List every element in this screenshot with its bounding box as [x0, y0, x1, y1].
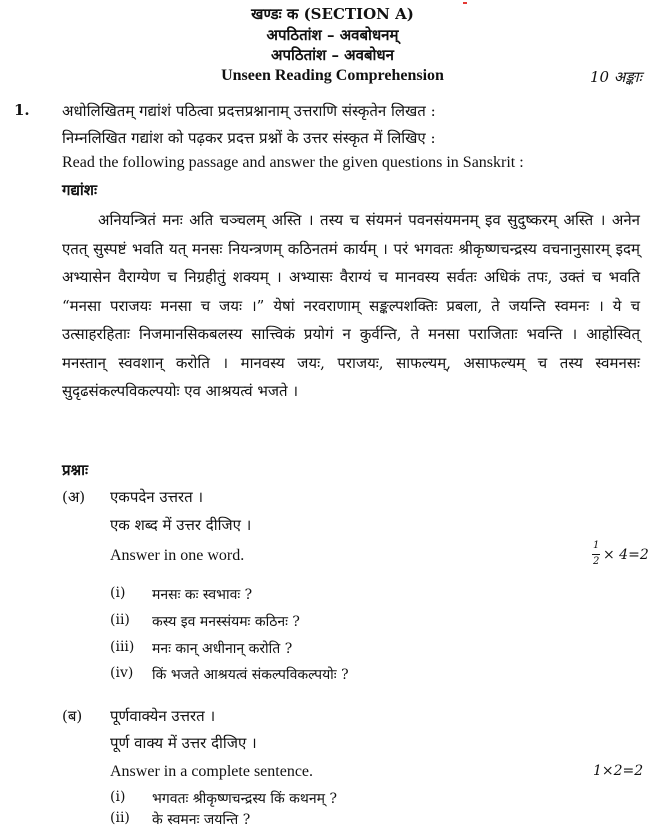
marks-denominator: 2	[593, 556, 600, 567]
part-a-item-text: मनः कान् अधीनान् करोति ?	[152, 641, 293, 657]
part-a-item-num: (iv)	[110, 665, 134, 681]
part-b-item-num: (i)	[110, 789, 126, 805]
title-english: Unseen Reading Comprehension	[221, 67, 444, 84]
part-b-item-text: भगवतः श्रीकृष्णचन्द्रस्य किं कथनम् ?	[152, 791, 337, 807]
questions-label: प्रश्नाः	[62, 461, 89, 479]
part-a-instruction-sanskrit: एकपदेन उत्तरत ।	[110, 488, 204, 506]
part-b-instruction-sanskrit: पूर्णवाक्येन उत्तरत ।	[110, 707, 216, 725]
question-number: 1.	[14, 101, 30, 119]
part-a-label: (अ)	[62, 488, 86, 506]
part-b-instruction-hindi: पूर्ण वाक्य में उत्तर दीजिए ।	[110, 734, 257, 752]
part-a-item-text: कस्य इव मनस्संयमः कठिनः ?	[152, 614, 300, 630]
part-b-instruction-english: Answer in a complete sentence.	[110, 763, 314, 780]
part-a-item-num: (ii)	[110, 612, 130, 628]
passage-label: गद्यांशः	[62, 181, 98, 199]
part-a-item-text: मनसः कः स्वभावः ?	[152, 587, 253, 603]
section-marks: 10 अङ्काः	[590, 68, 642, 86]
instruction-sanskrit: अधोलिखितम् गद्यांशं पठित्वा प्रदत्तप्रश्नानाम् उत्तराणि संस्कृतेन लिखत :	[62, 102, 436, 120]
title-sanskrit: अपठितांश – अवबोधनम्	[266, 26, 399, 44]
passage-text: अनियन्त्रितं मनः अति चञ्चलम् अस्ति । तस्य च संयमनं पवनसंयमनम् इव सुदुष्करम् अस्ति । अनेन एतत् सुस्पष्टं भवति यत् मनसः नियन्त्रणम् कठिनतमं कार्यम् । परं भगवतः श्रीकृष्णचन्द्रस्य वचनानुसारम् इदम् अभ्यासेन वैराग्येण च निग्रहीतुं शक्यम् । अभ्यासः वैराग्यं च मानवस्य सर्वतः अधिकं तपः, उक्तं च भवति “मनसा पराजयः मनसा च जयः ।” येषां नरवराणाम् सङ्कल्पशक्तिः प्रबला, ते जयन्ति स्वमनः । ये च उत्साहरहिताः निजमानसिकबलस्य सात्त्विकं प्रयोगं न कुर्वन्ति, ते मनसा पराजिताः भवन्ति । आहोस्वित् मनस्तान् स्ववशान् करोति । मानवस्य जयः, पराजयः, साफल्यम्, असाफल्यम् च तस्य स्वमनसः सुदृढसंकल्पविकल्पयोः एव आश्रयत्वं भजते ।	[62, 211, 640, 400]
part-a-instruction-english: Answer in one word.	[110, 547, 245, 564]
part-b-item-text: के स्वमनः जयन्ति ?	[152, 812, 251, 828]
part-a-item-num: (i)	[110, 585, 126, 601]
part-a-item-text: किं भजते आश्रयत्वं संकल्पविकल्पयोः ?	[152, 667, 349, 683]
part-b-item-num: (ii)	[110, 810, 130, 826]
part-b-label: (ब)	[62, 707, 83, 725]
section-heading: खण्डः क (SECTION A)	[251, 5, 414, 23]
part-a-marks	[590, 540, 650, 580]
part-a-instruction-hindi: एक शब्द में उत्तर दीजिए ।	[110, 516, 252, 534]
instruction-english: Read the following passage and answer the given questions in Sanskrit :	[62, 154, 524, 171]
instruction-hindi: निम्नलिखित गद्यांश को पढ़कर प्रदत्त प्रश्नों के उत्तर संस्कृत में लिखिए :	[62, 129, 436, 147]
fraction-bar	[592, 554, 600, 555]
title-hindi: अपठितांश – अवबोधन	[271, 46, 394, 64]
part-a-item-num: (iii)	[110, 639, 135, 655]
marks-numerator: 1	[593, 540, 600, 551]
part-b-marks: 1×2=2	[593, 763, 644, 779]
marks-multiplier: × 4=2	[603, 547, 649, 563]
